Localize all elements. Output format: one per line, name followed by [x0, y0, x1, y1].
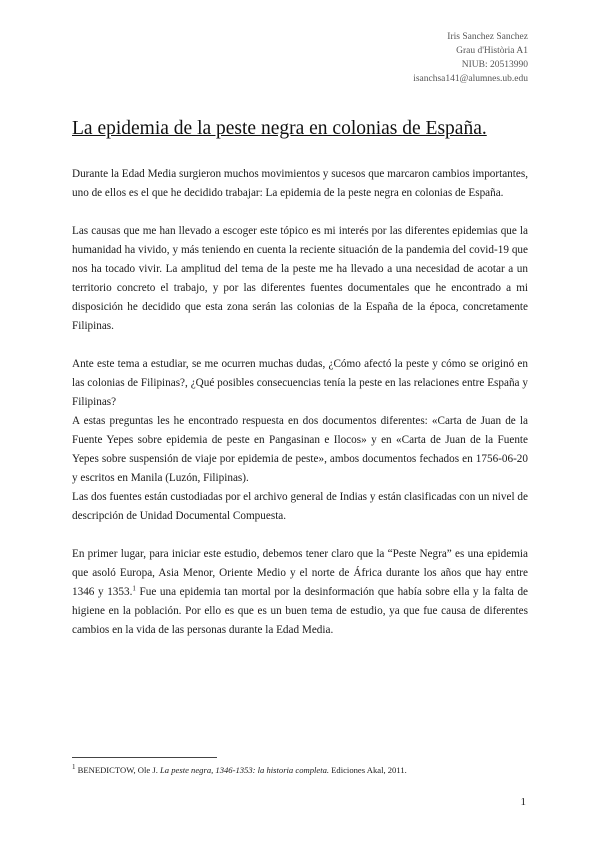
document-title: La epidemia de la peste negra en colonias de España. — [72, 118, 487, 139]
paragraph-intro: Durante la Edad Media surgieron muchos movimientos y sucesos que marcaron cambios importantes, uno de ellos es el que he decidido trabajar: La epidemia de la peste negra en colonias de España. — [72, 168, 528, 199]
paragraph-plague-definition — [72, 545, 528, 640]
plague-definition-continued: Fue una epidemia tan mortal por la desinformación que había sobre ella y la falta de higiene en la población. Por ello es que es un buen tema de estudio, ya que fue causa de diferentes cambios en la vida de las personas durante la Edad Media. — [72, 586, 529, 636]
footnote-book-title: La peste negra, 1346-1353: la historia completa. — [160, 765, 330, 775]
footnote-marker: 1 — [72, 763, 76, 772]
author-email: isanchsa141@alumnes.ub.edu — [413, 74, 528, 84]
paragraph-sources: A estas preguntas les he encontrado respuesta en dos documentos diferentes: «Carta de Juan de la Fuente Yepes sobre epidemia de peste en Pangasinan e Ilocos» y en «Carta de Juan de la Fuente Yepes sobre suspensión de viaje por epidemia de peste», ambos documentos fechados en 1756-06-20 y escritos en Manila (Luzón, Filipinas). — [72, 415, 528, 484]
page-number: 1 — [520, 796, 526, 808]
footnote — [72, 764, 532, 776]
footnote-author: BENEDICTOW, Ole J. — [77, 765, 158, 775]
footnote-publisher: Ediciones Akal, 2011. — [331, 765, 407, 775]
footnote-divider — [72, 757, 217, 758]
author-header — [413, 30, 528, 86]
paragraph-questions: Ante este tema a estudiar, se me ocurren muchas dudas, ¿Cómo afectó la peste y cómo se originó en las colonias de Filipinas?, ¿Qué posibles consecuencias tenía la peste en las relaciones entre España y Filipinas? — [72, 358, 528, 408]
course-name: Grau d'Història A1 — [456, 46, 528, 56]
author-name: Iris Sanchez Sanchez — [447, 32, 528, 42]
student-id: NIUB: 20513990 — [461, 60, 528, 70]
paragraph-causes: Las causas que me han llevado a escoger este tópico es mi interés por las diferentes epidemias que la humanidad ha vivido, y más teniendo en cuenta la reciente situación de la pandemia del covid-19 que nos ha tocado vivir. La amplitud del tema de la peste me ha llevado a una necesidad de acotar a un territorio concreto el trabajo, y por las diferentes fuentes documentales que he encontrado a mi disposición he decidido que esta zona serán las colonias de la España de la época, concretamente Filipinas. — [72, 225, 528, 332]
footnote-reference[interactable]: 1 — [132, 584, 136, 593]
plague-definition-text: En primer lugar, para iniciar este estudio, debemos tener claro que la “Peste Negra” es una epidemia que asoló Europa, Asia Menor, Oriente Medio y el norte de África durante los años que hay entre 1346 y 1353. — [72, 548, 528, 598]
paragraph-archive: Las dos fuentes están custodiadas por el archivo general de Indias y están clasificadas con un nivel de descripción de Unidad Documental Compuesta. — [72, 491, 528, 522]
document-body — [72, 165, 528, 640]
